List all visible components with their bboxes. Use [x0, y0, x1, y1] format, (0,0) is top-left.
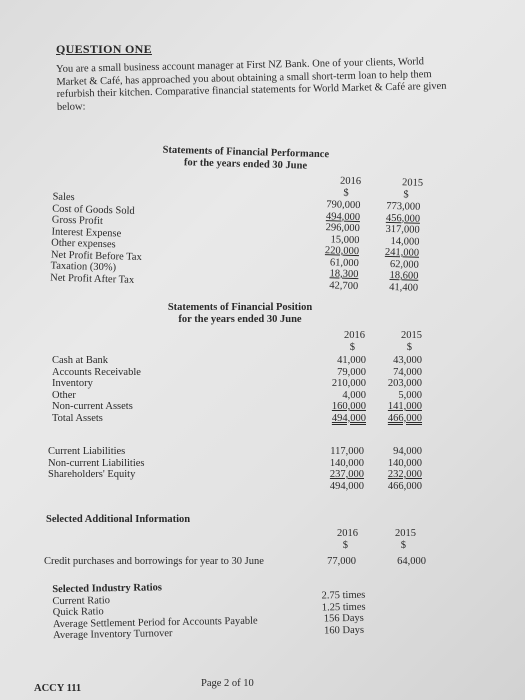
year-label: 2015 [401, 177, 424, 189]
row-label: Total Assets [52, 412, 103, 424]
value-cell: 220,000 [324, 245, 360, 258]
year-label: 2015 [395, 528, 416, 539]
additional-value-2015: 64,000 [397, 556, 426, 567]
value-cell: 456,000 [385, 212, 421, 225]
value-cell: 466,000 [387, 480, 422, 492]
currency-label: $ [403, 188, 409, 200]
row-label: Average Inventory Turnover [53, 628, 173, 642]
ratio-values [318, 590, 369, 637]
value-cell: 2.75 times [321, 589, 366, 602]
ratios-title: Selected Industry Ratios [52, 582, 163, 596]
value-cell: 5,000 [398, 389, 422, 401]
value-cell: 210,000 [331, 378, 366, 389]
currency-label: $ [342, 539, 348, 551]
value-cell: 203,000 [387, 378, 422, 389]
additional-label: Credit purchases and borrowings for year to 30 June [44, 556, 264, 567]
row-label: Other [52, 389, 76, 401]
year-label: 2015 [401, 330, 422, 341]
value-cell: 296,000 [325, 222, 360, 235]
performance-title-line1: Statements of Financial Performance [162, 144, 330, 161]
value-cell: 18,300 [329, 268, 359, 281]
value-cell: 4,000 [342, 389, 366, 401]
question-title: QUESTION ONE [56, 42, 152, 56]
value-cell: 140,000 [387, 457, 422, 469]
value-cell: 232,000 [387, 469, 422, 480]
performance-title-line2: for the years ended 30 June [183, 157, 308, 172]
additional-value-2016: 77,000 [327, 556, 356, 567]
value-cell: 79,000 [337, 366, 366, 378]
value-cell: 237,000 [329, 469, 364, 480]
year-label: 2016 [337, 528, 358, 539]
row-label: Net Profit Before Tax [50, 249, 142, 263]
currency-label: $ [343, 187, 349, 199]
year-label: 2016 [339, 175, 362, 188]
row-label: Cost of Goods Sold [52, 203, 135, 217]
additional-title: Selected Additional Information [46, 514, 191, 525]
row-label: Gross Profit [51, 214, 104, 227]
value-cell: 61,000 [329, 256, 359, 269]
currency-label: $ [400, 539, 406, 551]
row-label: Inventory [52, 378, 93, 389]
value-cell: 317,000 [385, 223, 420, 236]
value-cell: 494,000 [325, 210, 361, 223]
page-number: Page 2 of 10 [201, 678, 254, 689]
year-label: 2016 [344, 330, 365, 341]
value-cell: 1.25 times [321, 601, 366, 613]
row-label: Quick Ratio [52, 606, 104, 619]
value-cell: 790,000 [326, 199, 361, 212]
value-cell: 94,000 [393, 446, 422, 457]
value-cell: 494,000 [331, 412, 366, 424]
value-cell: 140,000 [329, 457, 364, 469]
value-cell: 15,000 [330, 233, 360, 246]
value-cell: 41,400 [389, 281, 419, 294]
value-cell: 62,000 [389, 258, 419, 271]
value-cell: 160,000 [331, 401, 366, 412]
value-cell: 43,000 [393, 355, 422, 366]
row-label: Current Ratio [52, 594, 111, 607]
value-cell: 18,600 [389, 269, 419, 282]
currency-label: $ [406, 341, 412, 353]
value-cell: 42,700 [329, 279, 359, 292]
row-label: Taxation (30%) [50, 260, 117, 274]
value-cell: 117,000 [330, 446, 364, 457]
value-cell: 41,000 [337, 355, 366, 366]
row-label: Net Profit After Tax [50, 272, 135, 286]
value-cell: 494,000 [329, 480, 364, 492]
value-cell: 14,000 [390, 235, 420, 248]
course-code: ACCY 111 [34, 683, 82, 694]
row-label: Other expenses [51, 237, 116, 251]
row-label: Accounts Receivable [52, 366, 141, 378]
value-cell: 160 Days [323, 624, 365, 636]
row-label: Cash at Bank [52, 355, 108, 366]
row-label: Shareholders' Equity [48, 469, 136, 480]
value-cell: 74,000 [393, 366, 422, 378]
value-cell: 241,000 [384, 246, 420, 259]
value-cell: 466,000 [387, 412, 422, 424]
position-title-line1: Statements of Financial Position [167, 302, 313, 313]
row-label: Non-current Assets [52, 401, 133, 412]
row-label: Interest Expense [51, 226, 122, 239]
row-label: Average Settlement Period for Accounts Payable [52, 615, 258, 630]
row-label: Sales [52, 191, 75, 204]
position-title-line2: for the years ended 30 June [178, 314, 302, 325]
value-cell: 773,000 [386, 200, 421, 213]
value-cell: 141,000 [387, 401, 422, 412]
ratio-labels [52, 581, 258, 642]
row-label: Non-current Liabilities [48, 457, 145, 469]
intro-paragraph: You are a small business account manager at First NZ Bank. One of your clients, World Market & Café, has approached you about obtaining a small short-term loan to help them refurbish their kitchen. Comparative financial statements for World Market & Café are given below: [56, 56, 447, 113]
currency-label: $ [349, 341, 355, 353]
row-label: Current Liabilities [48, 446, 126, 457]
value-cell: 156 Days [323, 612, 364, 625]
